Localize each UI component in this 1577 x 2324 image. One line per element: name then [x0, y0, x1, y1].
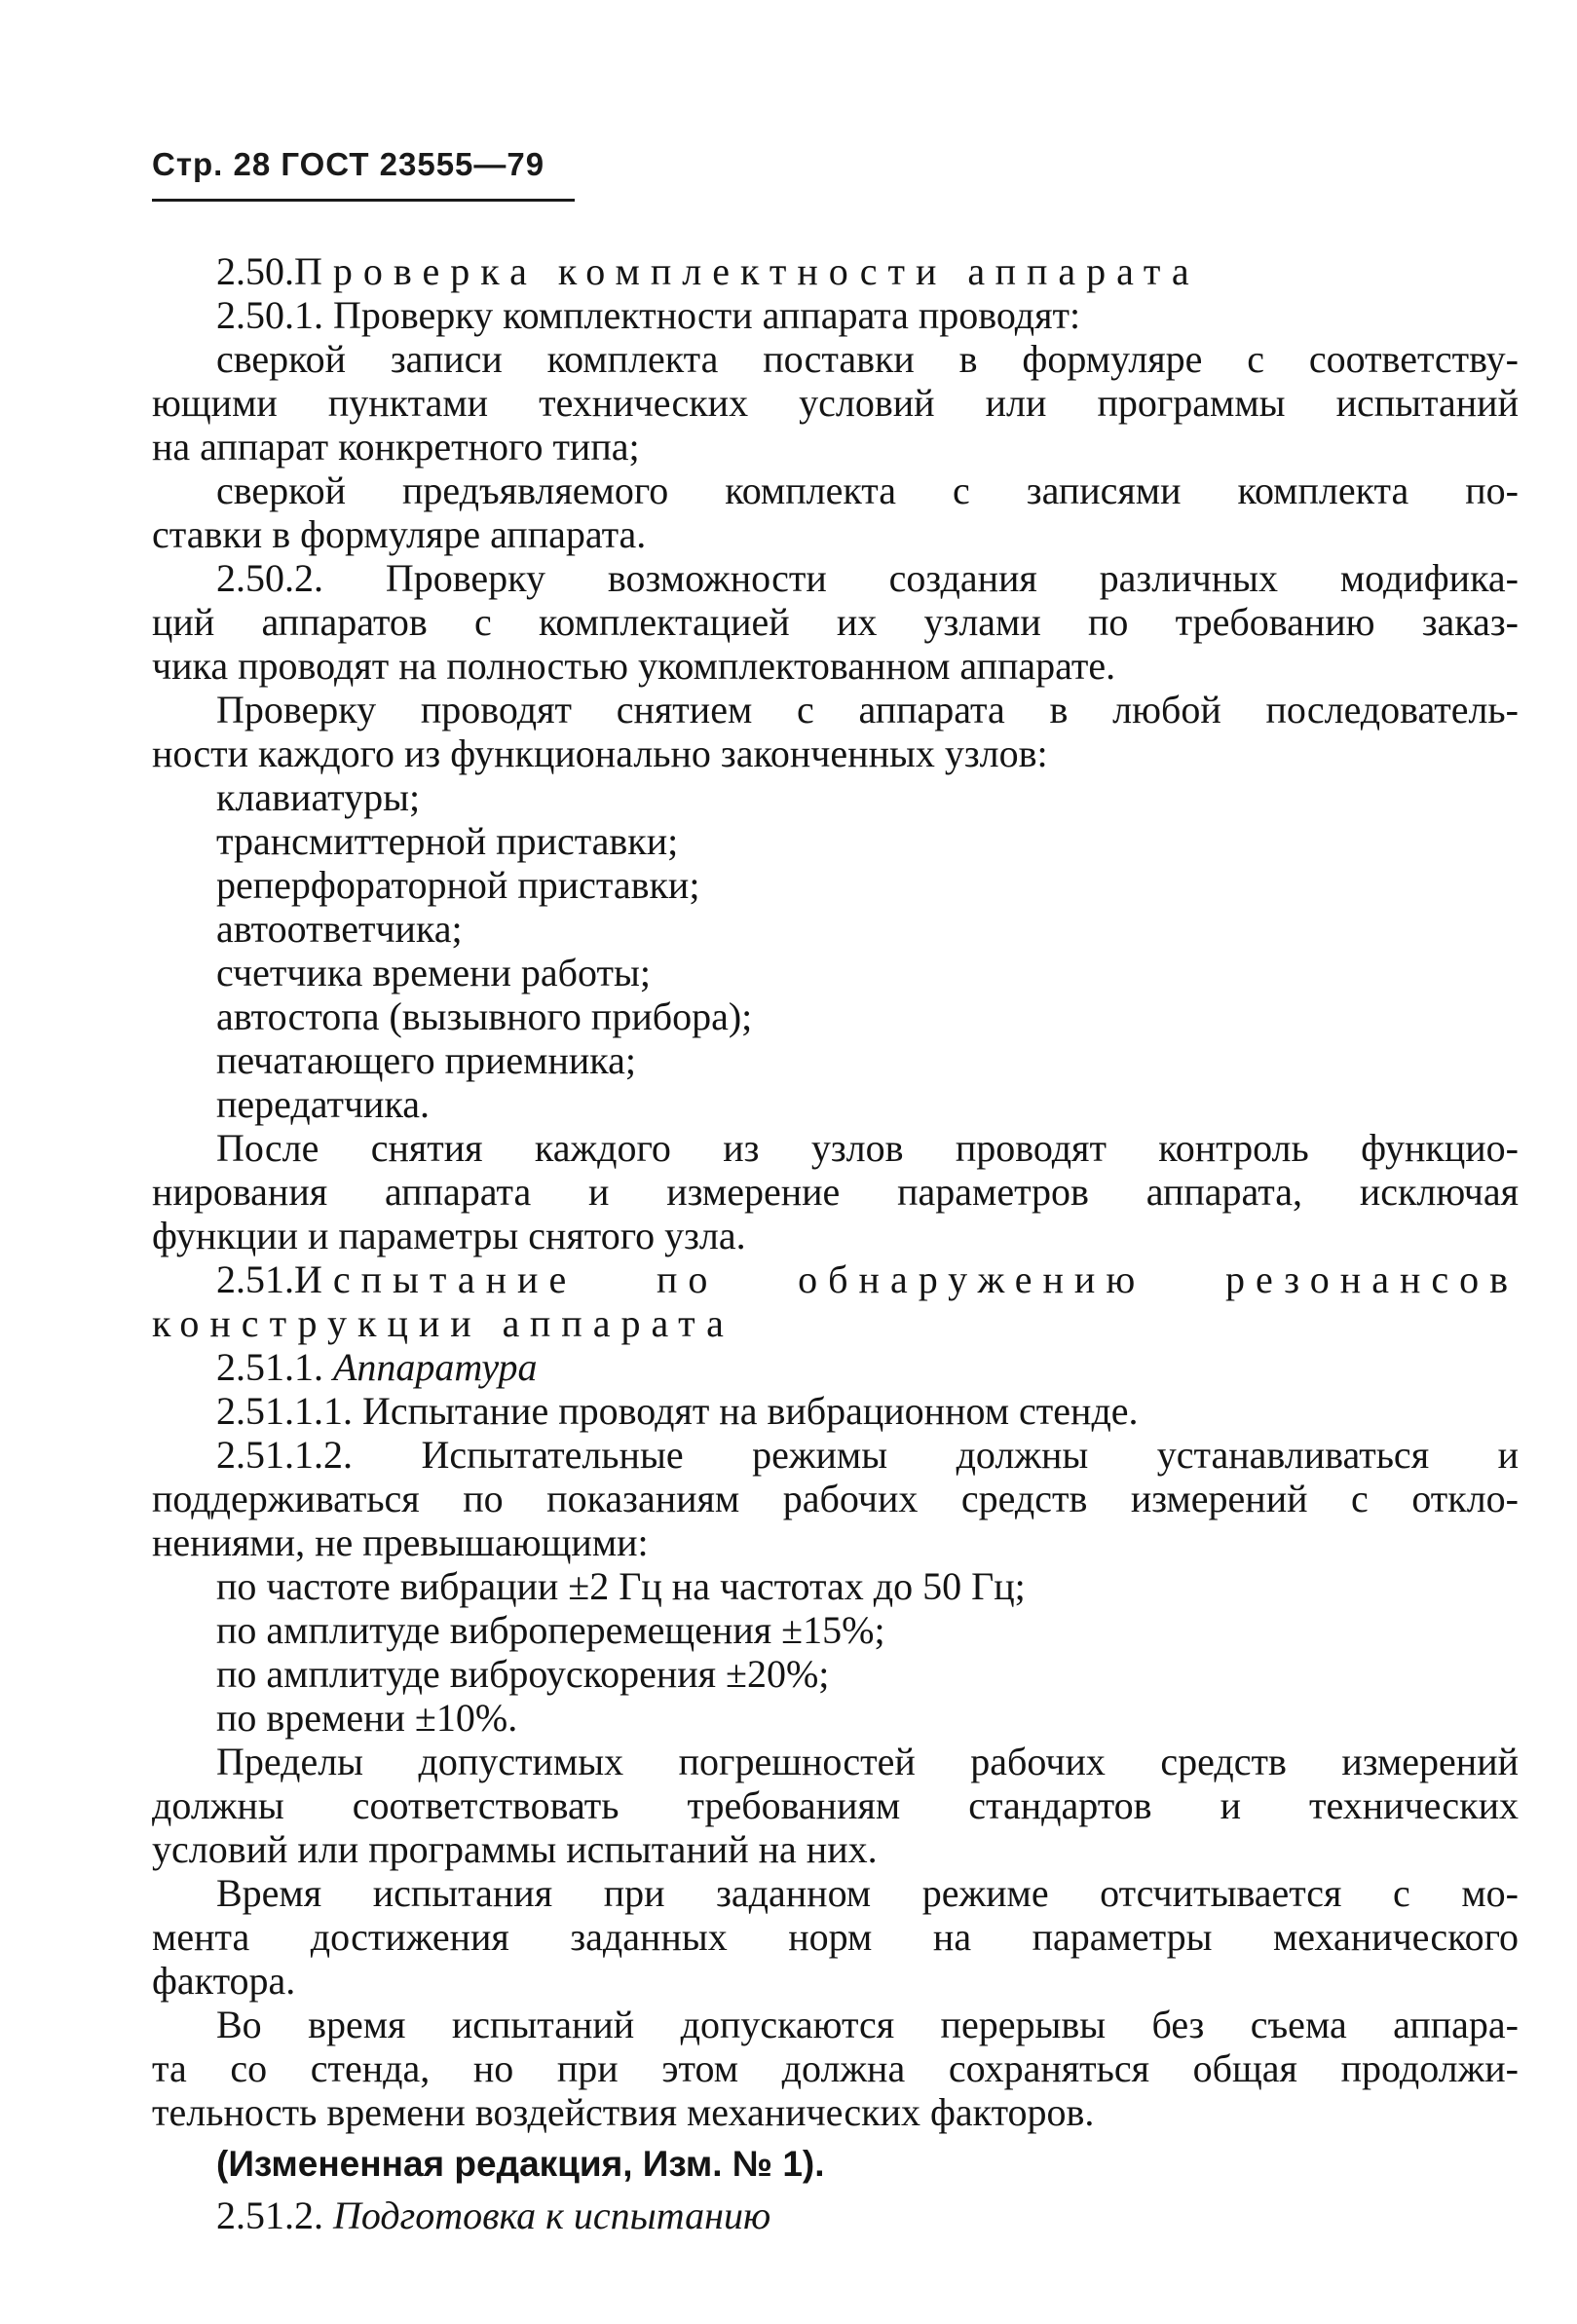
list-item: печатающего приемника;: [216, 1038, 636, 1082]
header-rule: [152, 199, 575, 202]
list-item: по амплитуде виброперемещения ±15%;: [216, 1608, 885, 1652]
text-line: сверкой предъявляемого комплекта с записями комплекта по-: [216, 469, 1519, 512]
text-line: нирования аппарата и измерение параметров аппарата, исключая: [152, 1170, 1519, 1214]
section-heading-2-51-cont: конструкции аппарата: [152, 1301, 734, 1345]
text-line: фактора.: [152, 1959, 296, 2003]
text-line: Проверку проводят снятием с аппарата в любой последователь-: [216, 688, 1519, 731]
text-line: ций аппаратов с комплектацией их узлами по требованию заказ-: [152, 600, 1519, 644]
text-line: нениями, не превышающими:: [152, 1520, 649, 1564]
list-item: реперфораторной приставки;: [216, 863, 700, 907]
section-heading-2-50: 2.50.Проверка комплектности аппарата: [216, 249, 1200, 293]
subsection-heading-2-51-1: 2.51.1. Аппаратура: [216, 1345, 538, 1389]
subsection-heading-2-51-2: 2.51.2. Подготовка к испытанию: [216, 2193, 771, 2237]
list-item: по времени ±10%.: [216, 1696, 518, 1740]
text-line: 2.50.1. Проверку комплектности аппарата проводят:: [216, 293, 1081, 337]
page-header: Стр. 28 ГОСТ 23555—79: [152, 146, 545, 182]
text-line: должны соответствовать требованиям стандартов и технических: [152, 1783, 1519, 1827]
text-line: условий или программы испытаний на них.: [152, 1827, 878, 1871]
list-item: по амплитуде виброускорения ±20%;: [216, 1652, 830, 1696]
list-item: клавиатуры;: [216, 775, 421, 819]
text-line: ющими пунктами технических условий или программы испытаний: [152, 381, 1519, 425]
text-line: ставки в формуляре аппарата.: [152, 512, 647, 556]
list-item: по частоте вибрации ±2 Гц на частотах до 50 Гц;: [216, 1564, 1026, 1608]
amendment-note: (Измененная редакция, Изм. № 1).: [216, 2144, 825, 2184]
text-line: поддерживаться по показаниям рабочих средств измерений с откло-: [152, 1477, 1519, 1520]
text-line: чика проводят на полностью укомплектованном аппарате.: [152, 644, 1116, 688]
text-line: ности каждого из функционально законченных узлов:: [152, 731, 1048, 775]
text-line: Во время испытаний допускаются перерывы без съема аппара-: [216, 2003, 1519, 2046]
text-line: Время испытания при заданном режиме отсчитывается с мо-: [216, 1871, 1519, 1915]
text-line: После снятия каждого из узлов проводят контроль функцио-: [216, 1126, 1519, 1170]
text-line: тельность времени воздействия механических факторов.: [152, 2090, 1095, 2134]
list-item: счетчика времени работы;: [216, 951, 651, 994]
section-heading-2-51: 2.51.Испытание по обнаружению резонансов: [216, 1257, 1519, 1301]
list-item: передатчика.: [216, 1082, 431, 1126]
list-item: автоответчика;: [216, 907, 463, 951]
text-line: Пределы допустимых погрешностей рабочих средств измерений: [216, 1740, 1519, 1783]
text-line: та со стенда, но при этом должна сохраняться общая продолжи-: [152, 2046, 1519, 2090]
list-item: автостопа (вызывного прибора);: [216, 994, 753, 1038]
text-line: 2.51.1.2. Испытательные режимы должны устанавливаться и: [216, 1433, 1519, 1477]
text-line: 2.51.1.1. Испытание проводят на вибрационном стенде.: [216, 1389, 1139, 1433]
document-body: [152, 249, 1519, 2237]
text-line: сверкой записи комплекта поставки в формуляре с соответству-: [216, 337, 1519, 381]
text-line: функции и параметры снятого узла.: [152, 1214, 746, 1257]
text-line: 2.50.2. Проверку возможности создания различных модифика-: [216, 556, 1519, 600]
list-item: трансмиттерной приставки;: [216, 819, 679, 863]
text-line: на аппарат конкретного типа;: [152, 425, 640, 469]
text-line: мента достижения заданных норм на параметры механического: [152, 1915, 1519, 1959]
